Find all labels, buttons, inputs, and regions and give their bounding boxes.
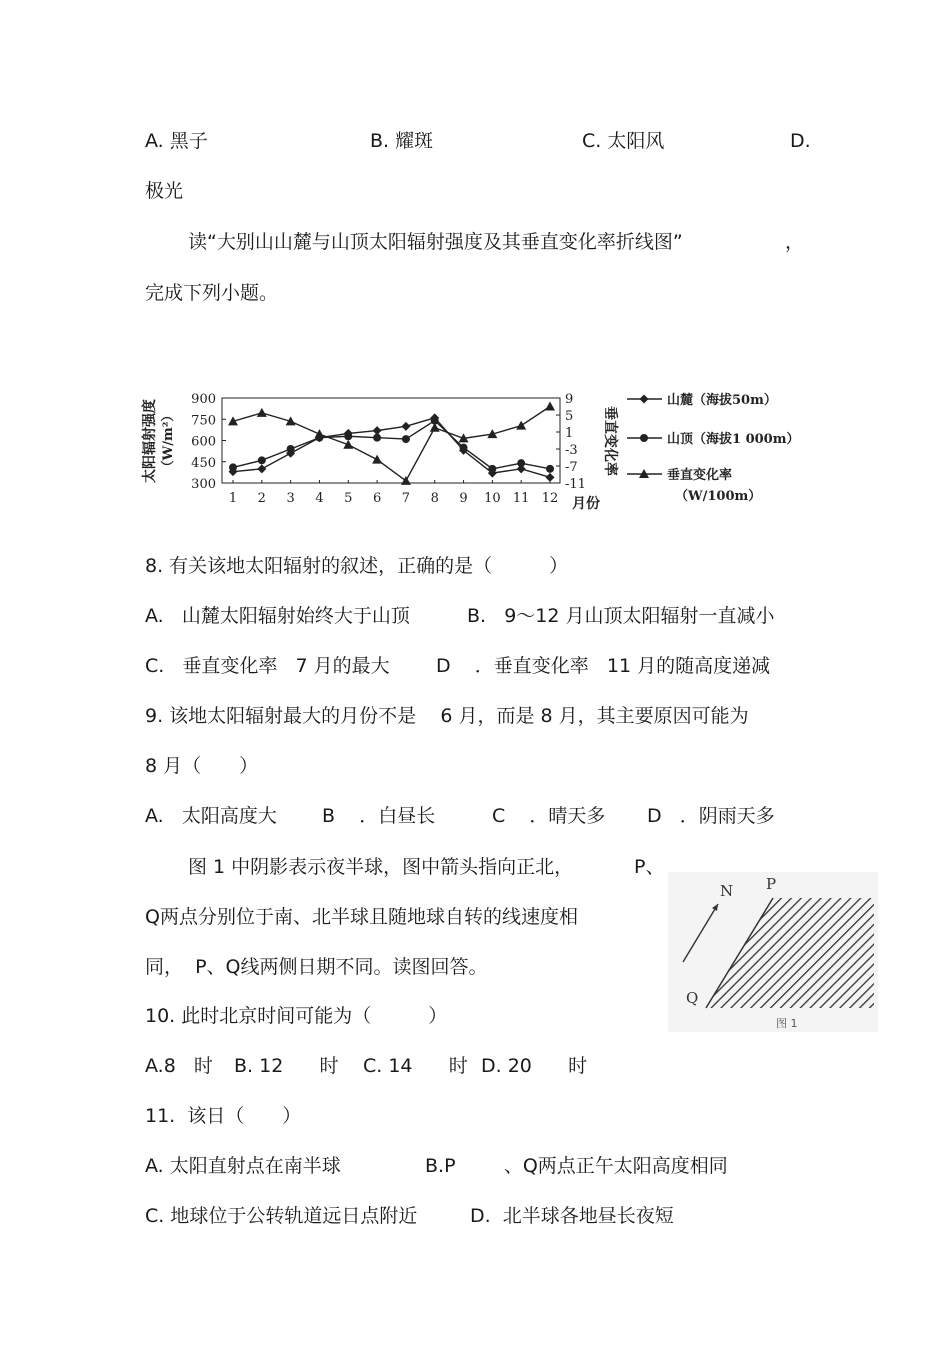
right-tick-label: -3 [565, 443, 578, 458]
data-point-triangle [401, 476, 411, 485]
right-tick-label: -7 [565, 460, 578, 475]
intro-line-1: 读“大别山山麓与山顶太阳辐射强度及其垂直变化率折线图” [188, 231, 683, 253]
q10-stem: 10. 此时北京时间可能为（ ） [145, 1005, 448, 1027]
option-b-yaoban: B. 耀斑 [370, 130, 434, 152]
intro-line-2: 完成下列小题。 [145, 282, 279, 304]
q10-option-d: D. 20 时 [481, 1055, 588, 1077]
option-d-jiguang: 极光 [145, 180, 184, 202]
fig-intro-line-2: Q两点分别位于南、北半球且随地球自转的线速度相 [145, 906, 578, 928]
data-point-diamond [257, 464, 266, 473]
right-tick-label: 5 [565, 409, 574, 424]
data-point-circle [488, 465, 496, 473]
series-line-diamond [233, 418, 550, 478]
x-tick-label: 1 [228, 491, 238, 506]
q9-option-c: C ．晴天多 [492, 805, 606, 827]
data-point-triangle [343, 440, 353, 449]
left-tick-label: 450 [191, 455, 216, 471]
x-tick-label: 2 [257, 491, 266, 506]
q10-option-a: A.8 时 [145, 1055, 213, 1077]
option-c-taiyangfeng: C. 太阳风 [582, 130, 665, 152]
data-point-circle [229, 463, 237, 471]
x-tick-label: 11 [512, 491, 530, 506]
data-point-circle [460, 444, 468, 452]
right-tick-label: -11 [565, 477, 586, 492]
data-point-circle [373, 434, 381, 442]
figure-caption: 图 1 [776, 1017, 798, 1030]
left-tick-label: 300 [191, 477, 216, 492]
data-point-circle [287, 445, 295, 453]
legend-label: 山顶（海拔1 000m） [667, 432, 800, 447]
left-axis-label: 太阳辐射强度 [142, 399, 158, 483]
data-point-circle [258, 456, 266, 464]
x-tick-label: 10 [484, 491, 501, 506]
point-p-label: P [766, 875, 777, 893]
series-line-triangle [233, 407, 550, 481]
legend-marker-diamond [640, 395, 649, 404]
q8-option-a: A. 山麓太阳辐射始终大于山顶 [145, 605, 410, 627]
q9-stem-line-2: 8 月（ ） [145, 755, 259, 777]
x-tick-label: 9 [459, 491, 468, 506]
data-point-circle [546, 465, 554, 473]
q9-option-b: B ．白昼长 [322, 805, 436, 827]
left-tick-label: 750 [191, 413, 216, 429]
option-a-heizi: A. 黑子 [145, 130, 208, 152]
night-hemisphere-figure [668, 872, 878, 1032]
x-tick-label: 5 [344, 491, 353, 506]
x-tick-label: 8 [430, 491, 439, 506]
data-point-circle [344, 432, 352, 440]
data-point-circle [402, 435, 410, 443]
intro-comma: ， [785, 231, 805, 253]
data-point-triangle [257, 408, 267, 417]
q9-option-d: D ．阴雨天多 [647, 805, 775, 827]
left-axis-unit: （W/m²） [161, 408, 176, 474]
q11-option-c: C. 地球位于公转轨道远日点附近 [145, 1205, 418, 1227]
data-point-diamond [401, 422, 410, 431]
q11-option-b: B.P 、Q两点正午太阳高度相同 [425, 1155, 728, 1177]
q11-option-a: A. 太阳直射点在南半球 [145, 1155, 341, 1177]
left-tick-label: 600 [191, 434, 216, 450]
fig-intro-pq: P、 [634, 856, 665, 878]
q11-stem: 11. 该日（ ） [145, 1105, 302, 1127]
q10-option-b: B. 12 时 [234, 1055, 339, 1077]
x-tick-label: 6 [372, 491, 382, 506]
legend-marker-circle [640, 434, 648, 442]
x-axis-label: 月份 [572, 496, 600, 512]
fig-intro-line-1: 图 1 中阴影表示夜半球，图中箭头指向正北， [188, 856, 574, 878]
q8-option-d: D ．垂直变化率 11 月的随高度递减 [436, 655, 771, 677]
q8-option-c: C. 垂直变化率 7 月的最大 [145, 655, 390, 677]
legend-sublabel: （W/100m） [675, 489, 762, 504]
q8-stem: 8. 有关该地太阳辐射的叙述，正确的是（ ） [145, 555, 569, 577]
right-tick-label: 1 [565, 426, 574, 441]
left-tick-label: 900 [191, 392, 216, 407]
legend-label: 山麓（海拔50m） [667, 393, 777, 408]
solar-radiation-chart [140, 383, 820, 518]
q11-option-d: D. 北半球各地昼长夜短 [470, 1205, 674, 1227]
data-point-diamond [546, 473, 555, 482]
q9-stem-line-1: 9. 该地太阳辐射最大的月份不是 6 月，而是 8 月，其主要原因可能为 [145, 705, 749, 727]
q8-option-b: B. 9～12 月山顶太阳辐射一直减小 [467, 605, 775, 627]
data-point-circle [517, 459, 525, 467]
x-tick-label: 3 [286, 491, 295, 506]
right-axis-label: 垂直变化率 [602, 406, 618, 476]
chart-series [228, 402, 555, 485]
fig-intro-line-3: 同， P、Q线两侧日期不同。读图回答。 [145, 956, 488, 978]
x-tick-label: 7 [401, 491, 411, 506]
north-label: N [720, 882, 734, 900]
legend-label: 垂直变化率 [667, 468, 733, 483]
x-tick-label: 4 [315, 491, 324, 506]
data-point-triangle [545, 402, 555, 411]
chart-legend [627, 392, 799, 504]
q9-option-a: A. 太阳高度大 [145, 805, 277, 827]
option-d-letter: D. [790, 130, 811, 152]
point-q-label: Q [686, 989, 699, 1007]
right-tick-label: 9 [565, 392, 574, 407]
data-point-triangle [314, 429, 324, 438]
data-point-triangle [516, 421, 526, 430]
q10-option-c: C. 14 时 [363, 1055, 468, 1077]
data-point-triangle [372, 455, 382, 464]
x-tick-label: 12 [541, 491, 559, 506]
